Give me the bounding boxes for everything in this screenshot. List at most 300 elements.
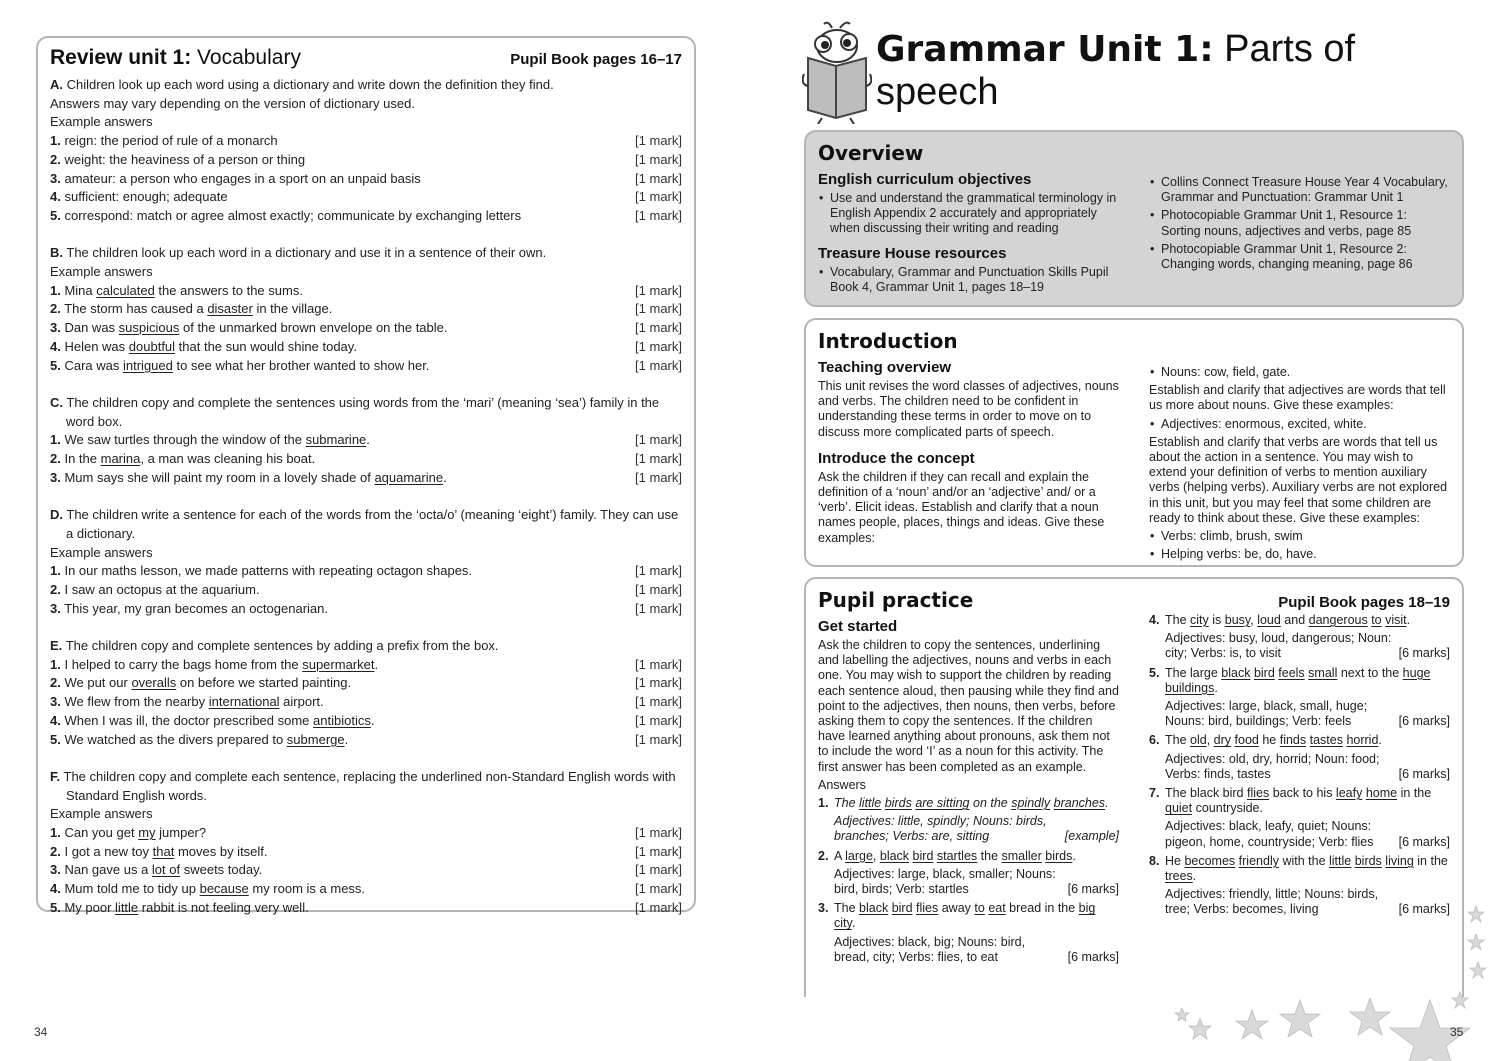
- underlined-word: small: [1308, 665, 1338, 680]
- sentence-text: [834, 901, 1119, 931]
- sentence-fragment: The: [1165, 613, 1191, 627]
- answer-number: 2.: [818, 848, 829, 863]
- answer-number: 3.: [50, 320, 61, 336]
- underlined-word: to: [974, 901, 985, 916]
- sentence-fragment: .: [1105, 796, 1109, 811]
- answer-number: 2.: [50, 581, 61, 597]
- answer-text: rabbit is not feeling very well.: [138, 899, 309, 915]
- answer-row: [50, 338, 682, 357]
- sentence-text: [834, 796, 1119, 811]
- underlined-word: aquamarine: [374, 469, 444, 485]
- mark-value: [1 mark]: [635, 563, 682, 579]
- mark-value: [1 mark]: [635, 170, 682, 186]
- section-letter: B.: [50, 245, 63, 261]
- section-instruction: [50, 394, 682, 431]
- practice-answer: [1149, 699, 1450, 729]
- answer-text: I helped to carry the bags home from the: [64, 656, 303, 672]
- underlined-word: little: [859, 796, 882, 811]
- answer-text: Nan gave us a: [64, 862, 152, 878]
- answer-text: weight: the heaviness of a person or thing: [64, 151, 306, 167]
- answer-text: This year, my gran becomes an octogenarian.: [64, 600, 328, 616]
- underlined-word: that: [152, 843, 175, 859]
- answer-number: 5.: [50, 207, 61, 223]
- answer-text: Cara was: [64, 357, 123, 373]
- answer-number: 3.: [818, 901, 829, 916]
- mark-value: [1 mark]: [635, 694, 682, 710]
- answer-number: 1.: [50, 282, 61, 298]
- practice-sentence: [818, 901, 1119, 931]
- underlined-word: friendly: [1238, 853, 1279, 868]
- section-letter: C.: [50, 394, 63, 410]
- answer-text: I got a new toy: [64, 843, 153, 859]
- answer-row: [50, 431, 682, 450]
- answer-text: .: [366, 432, 370, 448]
- answer-text: Mum says she will paint my room in a lovely shade of: [64, 469, 375, 485]
- example-answers-text: Example answers: [50, 114, 153, 130]
- answer-classification: Adjectives: friendly, little; Nouns: birds, tree; Verbs: becomes, living: [1165, 887, 1379, 917]
- underlined-word: leafy: [1335, 786, 1363, 801]
- answer-text: We saw turtles through the window of the: [64, 432, 306, 448]
- mark-value: [1 mark]: [635, 189, 682, 205]
- underlined-word: flies: [1246, 786, 1270, 801]
- answer-text: the answers to the sums.: [154, 282, 303, 298]
- section-instruction-text: The children copy and complete the sentences using words from the ‘mari’ (meaning ‘sea’) family in the word box.: [66, 394, 660, 429]
- sentence-fragment: He: [1165, 853, 1185, 868]
- underlined-word: are sitting: [915, 796, 970, 811]
- answer-number: 4.: [50, 338, 61, 354]
- sentence-fragment: bread in the: [1005, 901, 1079, 916]
- star-icon: [1452, 992, 1468, 1008]
- mark-value: [1 mark]: [635, 357, 682, 373]
- section-letter: E.: [50, 638, 63, 654]
- section-letter: A.: [50, 77, 63, 92]
- answer-classification: Adjectives: black, big; Nouns: bird, bread, city; Verbs: flies, to eat: [834, 934, 1026, 964]
- underlined-word: black: [1221, 665, 1251, 680]
- answer-text: Can you get: [64, 825, 139, 841]
- answer-number: 6.: [1149, 733, 1160, 748]
- underlined-word: buildings: [1165, 680, 1215, 695]
- practice-answer: [818, 867, 1119, 897]
- answer-number: 2.: [50, 843, 61, 859]
- answer-number: 3.: [50, 469, 61, 485]
- section-instruction: [50, 76, 682, 95]
- star-icon: [1189, 1018, 1211, 1039]
- answer-text: reign: the period of rule of a monarch: [64, 133, 278, 149]
- underlined-word: eat: [988, 901, 1006, 916]
- mark-value: [example]: [1064, 829, 1119, 844]
- resources-heading: Treasure House resources: [818, 244, 1007, 262]
- mark-value: [6 marks]: [1398, 902, 1450, 917]
- star-icon: [1350, 998, 1390, 1035]
- example-answers-label: [50, 805, 682, 824]
- helping-verbs-example: • Helping verbs: be, do, have.: [1149, 547, 1450, 562]
- answer-text: on before we started painting.: [176, 675, 352, 691]
- sentence-fragment: with the: [1278, 853, 1329, 868]
- sentence-fragment: ,: [1250, 613, 1258, 627]
- practice-sentence: [1149, 733, 1450, 748]
- underlined-word: birds: [1045, 848, 1073, 863]
- answer-text: moves by itself.: [174, 843, 268, 859]
- answer-text: Mina: [64, 282, 97, 298]
- answer-text: Mum told me to tidy up: [64, 881, 200, 897]
- mark-value: [1 mark]: [635, 862, 682, 878]
- section-instruction-text: The children write a sentence for each of the words from the ‘octa/o’ (meaning ‘eight’) family. They can use a dictionary.: [66, 507, 679, 541]
- answer-text: In our maths lesson, we made patterns with repeating octagon shapes.: [64, 563, 473, 579]
- answer-number: 5.: [50, 899, 61, 915]
- teaching-overview-heading: Teaching overview: [818, 359, 952, 376]
- nouns-example: • Nouns: cow, field, gate.: [1149, 365, 1450, 380]
- underlined-word: supermarket: [302, 656, 375, 672]
- get-started-heading: Get started: [818, 618, 898, 635]
- answer-row: [50, 843, 682, 862]
- resource-item: • Photocopiable Grammar Unit 1, Resource 1: Sorting nouns, adjectives and verbs, page 85: [1149, 208, 1450, 238]
- objective-item: • Use and understand the grammatical terminology in English Appendix 2 accurately and appropriately when discussing their writing and reading: [818, 191, 1119, 237]
- underlined-word: little: [1329, 853, 1352, 868]
- answer-classification: Adjectives: busy, loud, dangerous; Noun: city; Verbs: is, to visit: [1165, 631, 1392, 661]
- verbs-text: Establish and clarify that verbs are words that tell us about the action in a sentence. You may wish to extend your definition of verbs to mention auxiliary verbs (helping verbs). Auxiliary verbs are not explored in this unit, but you may feel that some children are ready to think about these. Give these examples:: [1149, 434, 1448, 525]
- answer-row: [50, 469, 682, 488]
- sentence-fragment: .: [1214, 680, 1218, 695]
- sentence-text: [1165, 733, 1450, 748]
- example-answers-text: Example answers: [50, 806, 153, 822]
- answer-text: airport.: [279, 694, 324, 710]
- example-answers-label: [50, 263, 682, 282]
- underlined-word: doubtful: [128, 338, 176, 354]
- answer-text: In the: [64, 451, 101, 467]
- answer-text: .: [443, 469, 447, 485]
- answer-text: in the village.: [252, 301, 333, 317]
- answer-text: sufficient: enough; adequate: [64, 189, 228, 205]
- star-icon: [1280, 1000, 1320, 1037]
- underlined-word: submerge: [286, 731, 345, 747]
- answer-text: to see what her brother wanted to show her.: [172, 357, 430, 373]
- mark-value: [1 mark]: [635, 469, 682, 485]
- mark-value: [1 mark]: [635, 133, 682, 149]
- answer-row: [50, 450, 682, 469]
- underlined-word: birds: [1354, 853, 1382, 868]
- underlined-word: busy: [1224, 613, 1251, 627]
- underlined-word: huge: [1402, 665, 1431, 680]
- answer-number: 5.: [1149, 665, 1160, 680]
- section-instruction-text: The children look up each word in a dictionary and use it in a sentence of their own.: [66, 245, 547, 261]
- sentence-fragment: back to his: [1269, 786, 1336, 801]
- answer-row: [50, 170, 682, 189]
- practice-sentence: [818, 849, 1119, 864]
- underlined-word: international: [208, 694, 280, 710]
- page-number-left: 34: [34, 1025, 48, 1039]
- underlined-word: becomes: [1184, 853, 1236, 868]
- answer-number: 3.: [50, 600, 61, 616]
- section-spacer: [50, 487, 682, 506]
- answer-classification: Adjectives: little, spindly; Nouns: birds, branches; Verbs: are, sitting: [834, 814, 1047, 844]
- answer-text: .: [344, 731, 349, 747]
- answer-number: 4.: [1149, 613, 1160, 627]
- sentence-fragment: away: [938, 901, 975, 916]
- answer-row: [50, 188, 682, 207]
- resource-item: • Collins Connect Treasure House Year 4 Vocabulary, Grammar and Punctuation: Grammar Unit 1: [1149, 175, 1450, 205]
- section-letter: F.: [50, 768, 61, 784]
- answer-text: Helen was: [64, 338, 129, 354]
- answer-text: , a man was cleaning his boat.: [140, 451, 316, 467]
- section-instruction-text: The children copy and complete sentences by adding a prefix from the box.: [65, 638, 499, 654]
- answer-row: [50, 674, 682, 693]
- answer-row: [50, 880, 682, 899]
- section-note: [50, 95, 682, 114]
- answer-number: 3.: [50, 170, 61, 186]
- sentence-fragment: the: [977, 848, 1002, 863]
- page-number-right: 35: [1450, 1025, 1464, 1039]
- underlined-word: food: [1234, 733, 1259, 748]
- answer-text: sweets today.: [180, 862, 263, 878]
- answer-row: [50, 282, 682, 301]
- mark-value: [6 marks]: [1398, 766, 1450, 781]
- answer-text: We put our: [64, 675, 132, 691]
- underlined-word: suspicious: [118, 320, 180, 336]
- answer-row: [50, 319, 682, 338]
- example-answers-label: [50, 544, 682, 563]
- sentence-fragment: The large: [1165, 665, 1222, 680]
- practice-answer: [1149, 819, 1450, 849]
- mark-value: [1 mark]: [635, 881, 682, 897]
- section-note-text: Answers may vary depending on the version of dictionary used.: [50, 95, 415, 111]
- practice-answer: [1149, 752, 1450, 782]
- underlined-word: spindly: [1011, 796, 1051, 811]
- underlined-word: bird: [912, 848, 934, 863]
- sentence-fragment: .: [851, 916, 856, 931]
- section-instruction: [50, 637, 682, 656]
- sentence-fragment: he: [1258, 733, 1280, 748]
- section-instruction: [50, 768, 682, 805]
- sentence-fragment: .: [1406, 613, 1411, 627]
- mark-value: [6 marks]: [1398, 714, 1450, 729]
- underlined-word: city: [1190, 613, 1209, 627]
- introduction-panel: [804, 318, 1464, 567]
- practice-sentence: [818, 796, 1119, 811]
- underlined-word: finds: [1279, 733, 1307, 748]
- mark-value: [1 mark]: [635, 581, 682, 597]
- underlined-word: visit: [1385, 613, 1407, 627]
- introduce-concept-heading: Introduce the concept: [818, 449, 975, 467]
- star-icon: [1470, 962, 1486, 978]
- underlined-word: to: [1371, 613, 1382, 627]
- answer-row: [50, 731, 682, 750]
- underlined-word: branches: [1053, 796, 1106, 811]
- answer-number: 7.: [1149, 786, 1160, 801]
- underlined-word: old: [1190, 733, 1207, 748]
- underlined-word: my: [138, 825, 156, 841]
- answer-text: My poor: [64, 899, 116, 915]
- reading-bug-logo: [802, 18, 872, 124]
- mark-value: [6 marks]: [1398, 834, 1450, 849]
- underlined-word: big: [1078, 901, 1096, 916]
- sentence-fragment: The: [1165, 733, 1191, 748]
- mark-value: [1 mark]: [635, 451, 682, 467]
- section-instruction: [50, 244, 682, 263]
- practice-sentence: [1149, 786, 1450, 816]
- star-icon: [1468, 906, 1484, 922]
- mark-value: [1 mark]: [635, 301, 682, 317]
- answer-text: The storm has caused a: [64, 301, 208, 317]
- answer-number: 2.: [50, 451, 61, 467]
- underlined-word: smaller: [1001, 848, 1042, 863]
- review-body: [50, 76, 682, 918]
- answer-row: [50, 712, 682, 731]
- underlined-word: startles: [936, 848, 978, 863]
- sentence-text: [1165, 854, 1450, 884]
- answer-number: 4.: [50, 712, 61, 728]
- answer-text: .: [370, 712, 375, 728]
- answer-text: jumper?: [155, 825, 207, 841]
- get-started-text: Ask the children to copy the sentences, underlining and labelling the adjectives, nouns and verbs in each one. You may wish to support the children by reading each sentence aloud, then pausing while they find and point to the adjectives, then nouns, then verbs, before asking them to copy the sentences. If the children have learned anything about pronouns, ask them not to include the word ‘I’ as a noun for this activity. The first answer has been completed as an example.: [818, 638, 1119, 774]
- answer-classification: Adjectives: large, black, small, huge; Nouns: bird, buildings; Verb: feels: [1165, 699, 1368, 729]
- answer-number: 5.: [50, 731, 61, 747]
- answer-text: I saw an octopus at the aquarium.: [64, 581, 260, 597]
- mark-value: [1 mark]: [635, 432, 682, 448]
- answer-number: 1.: [50, 432, 61, 448]
- sentence-fragment: next to the: [1337, 665, 1403, 680]
- answer-text: .: [374, 656, 379, 672]
- section-spacer: [50, 226, 682, 245]
- mark-value: [1 mark]: [635, 338, 682, 354]
- answer-classification: Adjectives: black, leafy, quiet; Nouns: pigeon, home, countryside; Verb: flies: [1165, 819, 1374, 849]
- overview-panel: [804, 130, 1464, 307]
- answer-text: that the sun would shine today.: [175, 338, 357, 354]
- answer-row: [50, 693, 682, 712]
- underlined-word: birds: [884, 796, 912, 811]
- sentence-fragment: ,: [1206, 733, 1214, 748]
- mark-value: [1 mark]: [635, 731, 682, 747]
- answer-number: 2.: [50, 301, 61, 317]
- underlined-word: trees: [1165, 869, 1193, 884]
- answer-number: 2.: [50, 675, 61, 691]
- underlined-word: living: [1385, 853, 1414, 868]
- star-icon: [1236, 1010, 1268, 1039]
- sentence-fragment: .: [1378, 733, 1382, 748]
- answer-number: 2.: [50, 151, 61, 167]
- adjectives-text: Establish and clarify that adjectives are words that tell us more about nouns. Give these examples:: [1149, 383, 1446, 413]
- sentence-fragment: and: [1280, 613, 1309, 627]
- answer-text: of the unmarked brown envelope on the table.: [179, 320, 448, 336]
- introduce-concept-text: Ask the children if they can recall and explain the definition of a ‘noun’ and/or an ‘adjective’ and/ or a ‘verb’. Elicit ideas. Establish and clarify that a noun names people, places, things and ideas. Give these examples:: [818, 469, 1105, 545]
- answer-number: 3.: [50, 694, 61, 710]
- mark-value: [6 marks]: [1398, 646, 1450, 661]
- mark-value: [1 mark]: [635, 825, 682, 841]
- answer-text: my room is a mess.: [248, 881, 366, 897]
- practice-sentence: [1149, 854, 1450, 884]
- underlined-word: bird: [891, 901, 913, 916]
- underlined-word: loud: [1257, 613, 1281, 627]
- decorative-stars: [1160, 900, 1500, 1061]
- unit-title: Grammar Unit 1: Parts of speech: [876, 28, 1356, 113]
- sentence-fragment: A: [834, 848, 846, 863]
- adjectives-example: • Adjectives: enormous, excited, white.: [1149, 417, 1450, 432]
- answer-number: 1.: [50, 133, 61, 149]
- underlined-word: dry: [1213, 733, 1232, 748]
- example-answers-text: Example answers: [50, 264, 153, 280]
- mark-value: [1 mark]: [635, 899, 682, 915]
- mark-value: [1 mark]: [635, 320, 682, 336]
- resource-item: • Vocabulary, Grammar and Punctuation Skills Pupil Book 4, Grammar Unit 1, pages 18–19: [818, 265, 1119, 295]
- introduction-heading: Introduction: [818, 329, 958, 353]
- sentence-fragment: The black bird: [1165, 786, 1247, 801]
- example-answers-label: [50, 113, 682, 132]
- sentence-fragment: countryside.: [1192, 801, 1263, 816]
- answer-row: [50, 656, 682, 675]
- sentence-text: [1165, 666, 1450, 696]
- section-spacer: [50, 375, 682, 394]
- section-instruction-text: The children copy and complete each sentence, replacing the underlined non-Standard English words with Standard English words.: [63, 768, 676, 803]
- sentence-fragment: in the: [1413, 853, 1448, 868]
- sentence-fragment: in the: [1397, 786, 1432, 801]
- sentence-fragment: .: [1192, 869, 1197, 884]
- underlined-word: feels: [1278, 665, 1305, 680]
- underlined-word: bird: [1253, 665, 1275, 680]
- underlined-word: flies: [916, 901, 939, 916]
- underlined-word: city: [834, 916, 852, 931]
- review-unit-box: [36, 36, 696, 915]
- underlined-word: large: [845, 848, 873, 863]
- answer-text: amateur: a person who engages in a sport on an unpaid basis: [64, 170, 421, 186]
- answer-number: 1.: [50, 825, 61, 841]
- answer-row: [50, 151, 682, 170]
- practice-sentence: [1149, 666, 1450, 696]
- practice-answer: [818, 935, 1119, 965]
- answer-row: [50, 581, 682, 600]
- underlined-word: calculated: [96, 282, 155, 298]
- underlined-word: antibiotics: [313, 712, 371, 728]
- sentence-fragment: on the: [969, 796, 1012, 811]
- answer-text: We watched as the divers prepared to: [64, 731, 287, 747]
- answer-classification: Adjectives: large, black, smaller; Nouns: bird, birds; Verb: startles: [834, 866, 1056, 897]
- mark-value: [1 mark]: [635, 600, 682, 616]
- answer-row: [50, 562, 682, 581]
- mark-value: [1 mark]: [635, 151, 682, 167]
- sentence-fragment: is: [1208, 613, 1225, 627]
- answer-number: 1.: [50, 656, 61, 672]
- underlined-word: tastes: [1309, 733, 1343, 748]
- overview-heading: Overview: [818, 141, 924, 165]
- underlined-word: submarine: [305, 432, 367, 448]
- underlined-word: home: [1365, 786, 1398, 801]
- star-icon: [1175, 1008, 1189, 1021]
- practice-sentence: [1149, 613, 1450, 628]
- mark-value: [1 mark]: [635, 207, 682, 223]
- sentence-text: [1165, 613, 1450, 628]
- answer-text: correspond: match or agree almost exactly; communicate by exchanging letters: [64, 207, 522, 223]
- example-answers-text: Example answers: [50, 544, 153, 560]
- practice-answer: [1149, 631, 1450, 661]
- underlined-word: marina: [100, 451, 141, 467]
- review-header: [50, 46, 682, 74]
- answer-text: When I was ill, the doctor prescribed some: [64, 712, 314, 728]
- verbs-example: • Verbs: climb, brush, swim: [1149, 529, 1450, 544]
- underlined-word: disaster: [207, 301, 253, 317]
- underlined-word: horrid: [1346, 733, 1379, 748]
- star-icon: [1468, 934, 1484, 950]
- answer-row: [50, 132, 682, 151]
- answer-row: [50, 300, 682, 319]
- underlined-word: dangerous: [1308, 613, 1368, 627]
- section-spacer: [50, 749, 682, 768]
- answer-row: [50, 861, 682, 880]
- answer-text: Dan was: [64, 320, 119, 336]
- review-title: Review unit 1: Vocabulary: [50, 46, 301, 69]
- mark-value: [1 mark]: [635, 712, 682, 728]
- answer-classification: Adjectives: old, dry, horrid; Noun: food; Verbs: finds, tastes: [1165, 751, 1380, 781]
- practice-pupil-book-pages: Pupil Book pages 18–19: [1278, 594, 1450, 611]
- answer-number: 4.: [50, 189, 61, 205]
- practice-answer: [818, 814, 1119, 844]
